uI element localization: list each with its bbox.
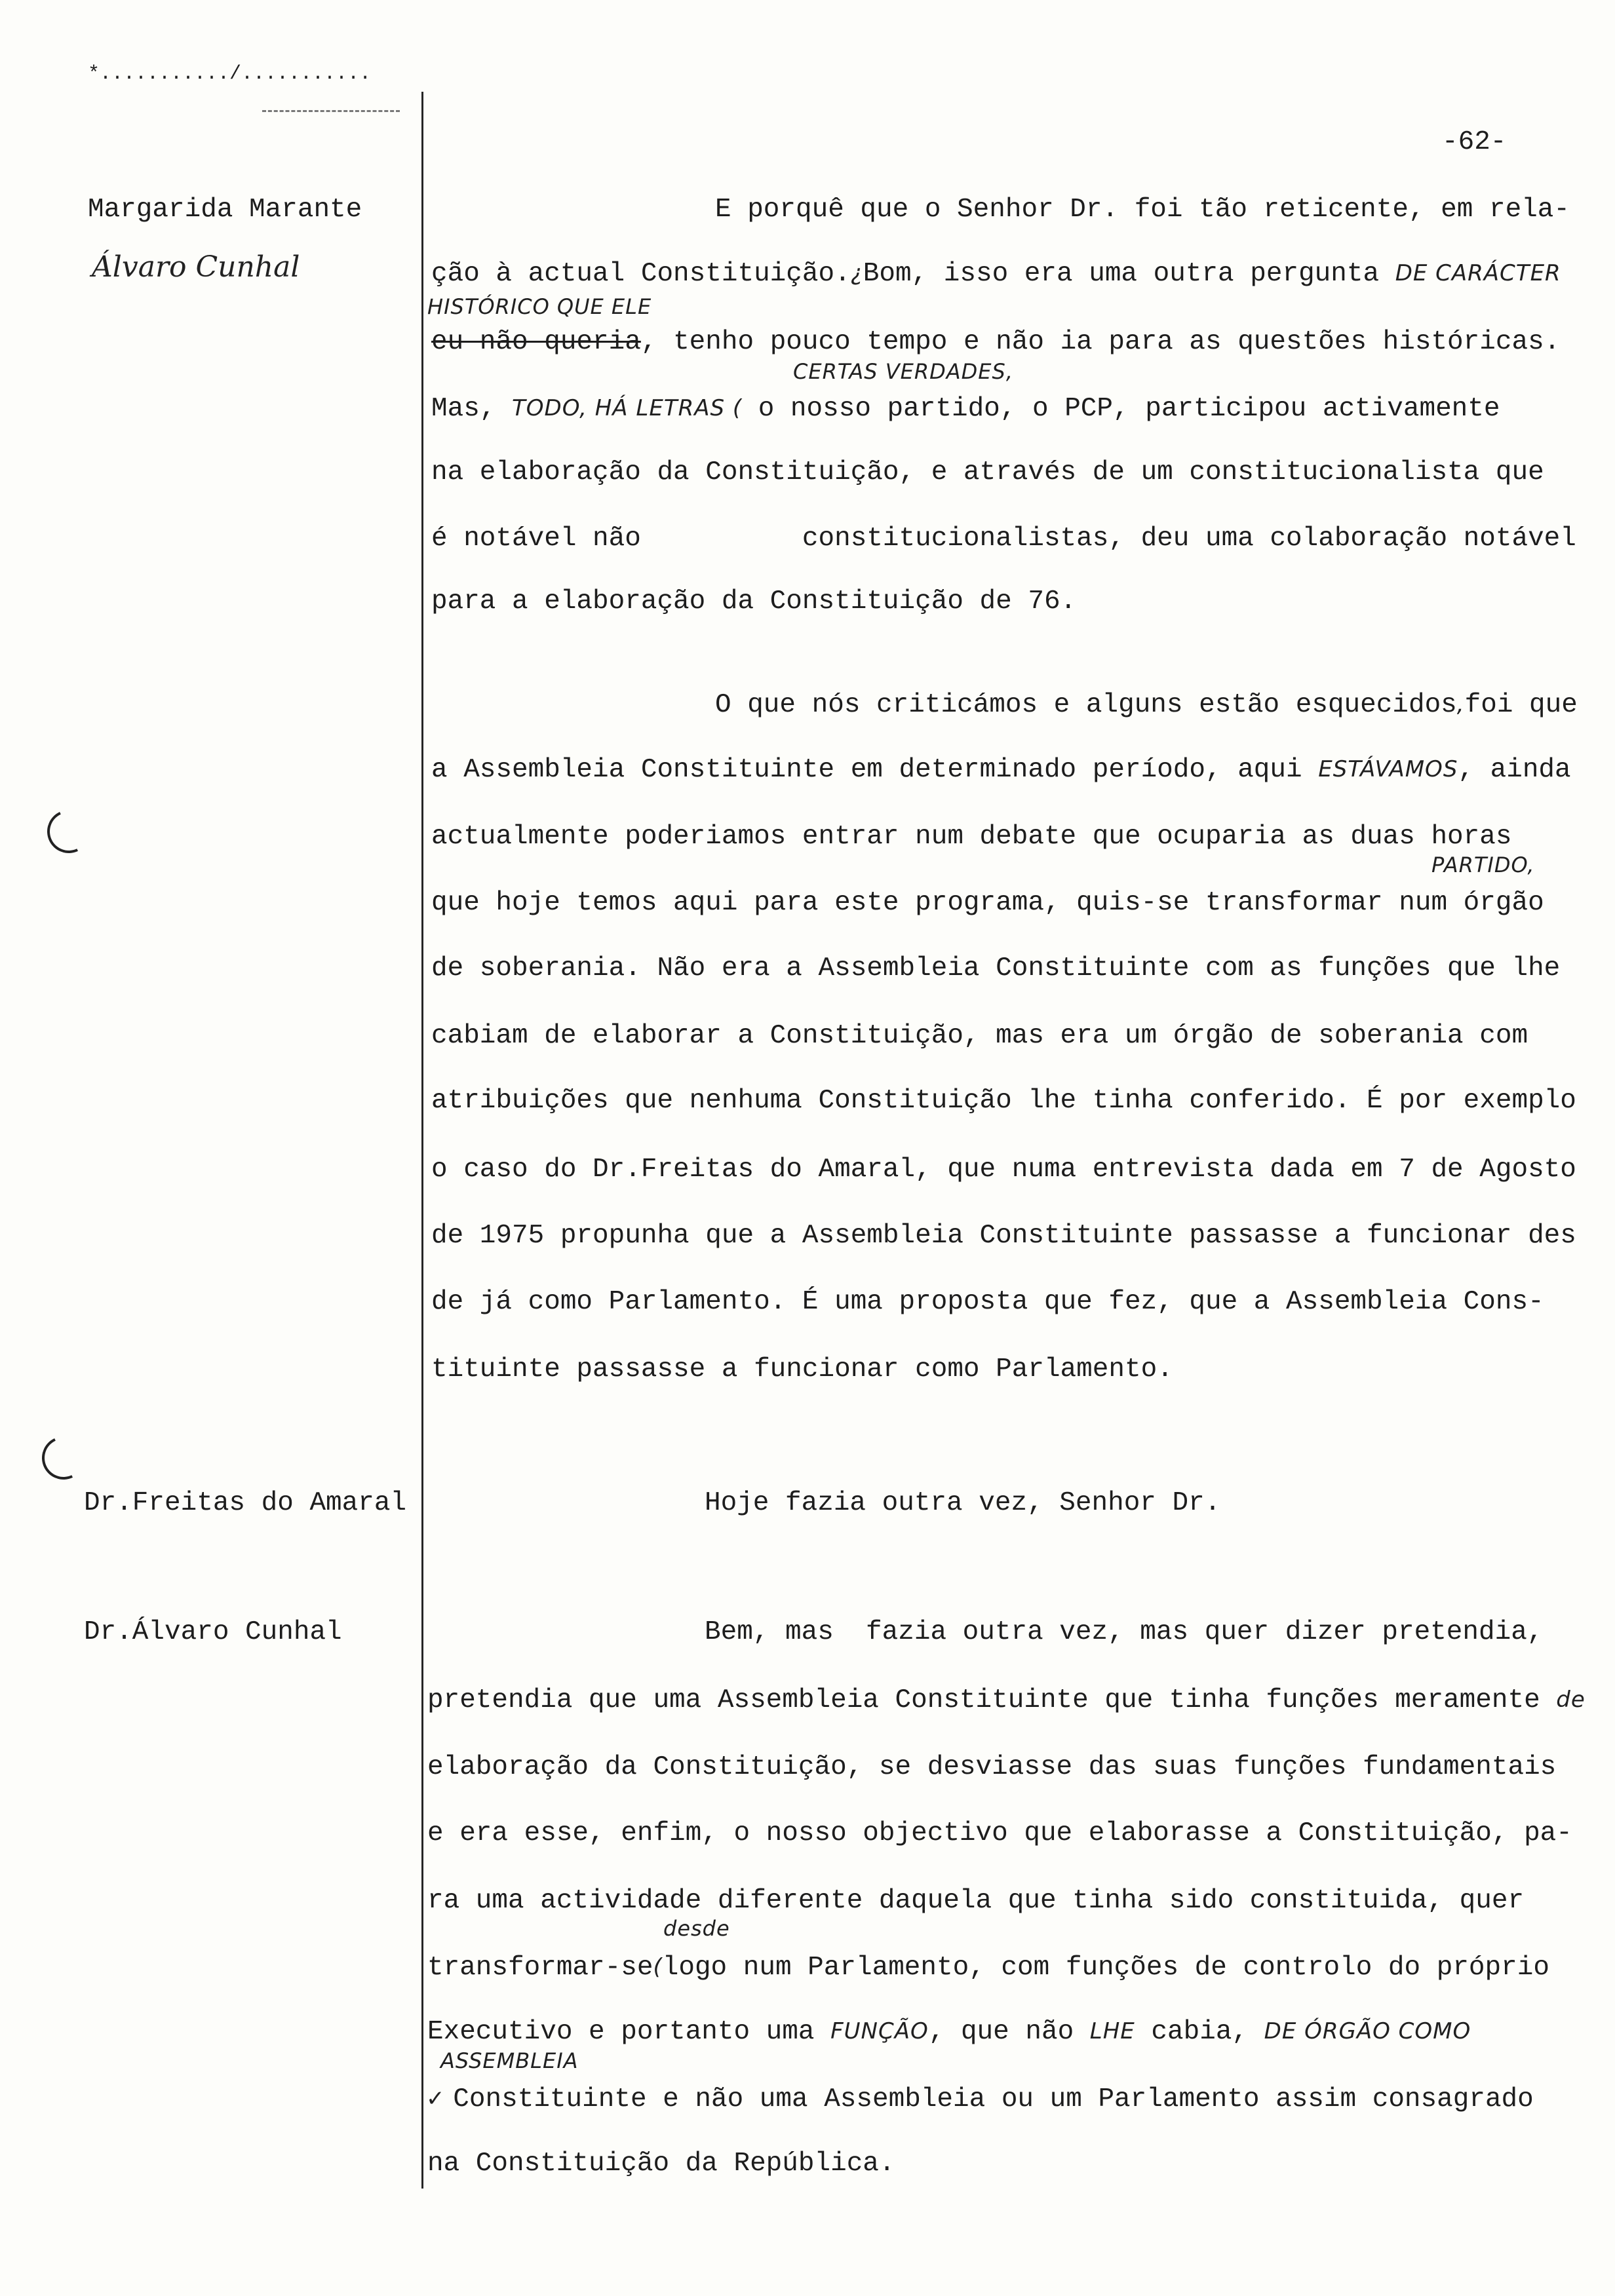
- text-line: [427, 2015, 1471, 2048]
- text-line: na elaboração da Constituição, e através de um constitucionalista que: [431, 457, 1544, 488]
- speaker-label: Dr.Álvaro Cunhal: [84, 1617, 342, 1647]
- text-line: [427, 1683, 1586, 1717]
- text-line: é notável não constitucionalistas, deu uma colaboração notável: [431, 524, 1576, 554]
- text-segment: o nosso partido, o PCP, participou activamente: [742, 394, 1500, 424]
- handwritten-annotation: HISTÓRICO QUE ELE: [427, 294, 652, 319]
- text-line: [426, 2082, 1534, 2116]
- punch-hole: [36, 1430, 92, 1486]
- text-line: para a elaboração da Constituição de 76.: [431, 586, 1077, 617]
- text-line: tituinte passasse a funcionar como Parlamento.: [431, 1354, 1173, 1385]
- text-segment: , tenho pouco tempo e não ia para as questões históricas.: [640, 327, 1561, 357]
- text-segment: logo num Parlamento, com funções de controlo do próprio: [662, 1953, 1549, 1983]
- handwritten-annotation: TODO, HÁ LETRAS (: [512, 395, 743, 421]
- top-mark: *.........../...........: [88, 63, 372, 85]
- text-line: na Constituição da República.: [427, 2149, 895, 2179]
- text-line: atribuições que nenhuma Constituição lhe tinha conferido. É por exemplo: [431, 1086, 1576, 1116]
- text-line: de soberania. Não era a Assembleia Constituinte com as funções que lhe: [431, 953, 1561, 984]
- text-segment: ção à actual Constituição.: [431, 259, 851, 289]
- handwritten-annotation: desde: [663, 1916, 730, 1941]
- text-segment: Mas,: [431, 394, 513, 424]
- handwritten-mark: ¿: [850, 260, 863, 286]
- text-segment: transformar-se: [427, 1953, 653, 1983]
- text-line: que hoje temos aqui para este programa, quis-se transformar num órgão: [431, 888, 1544, 918]
- margin-handwritten-note: Álvaro Cunhal: [92, 250, 300, 284]
- text-segment: Executivo e portanto uma: [427, 2017, 831, 2047]
- text-segment: , ainda: [1458, 755, 1571, 785]
- text-line: elaboração da Constituição, se desviasse das suas funções fundamentais: [427, 1752, 1557, 1782]
- text-line: [431, 326, 1560, 358]
- text-segment: pretendia que uma Assembleia Constituinte que tinha funções meramente: [427, 1685, 1557, 1715]
- handwritten-mark: (: [653, 1954, 663, 1980]
- text-segment: Constituinte e não uma Assembleia ou um Parlamento assim consagrado: [453, 2084, 1534, 2114]
- text-segment: foi que: [1464, 690, 1578, 720]
- text-line: Hoje fazia outra vez, Senhor Dr.: [705, 1488, 1221, 1518]
- text-line: [431, 392, 1500, 425]
- top-dash-rule: [262, 110, 400, 112]
- margin-rule: [421, 92, 423, 2189]
- text-line: ra uma actividade diferente daquela que tinha sido constituida, quer: [427, 1886, 1525, 1916]
- text-segment: a Assembleia Constituinte em determinado período, aqui: [431, 755, 1319, 785]
- handwritten-annotation: DE CARÁCTER: [1395, 260, 1561, 286]
- punch-hole: [41, 804, 97, 860]
- text-line: E porquê que o Senhor Dr. foi tão reticente, em rela-: [715, 195, 1570, 225]
- text-line: [427, 1951, 1549, 1984]
- handwritten-annotation: ASSEMBLEIA: [440, 2048, 579, 2073]
- text-segment: O que nós criticámos e alguns estão esquecidos: [715, 690, 1457, 720]
- handwritten-annotation: LHE: [1089, 2018, 1135, 2044]
- handwritten-annotation: DE ÓRGÃO COMO: [1264, 2018, 1471, 2044]
- handwritten-annotation: FUNÇÃO: [830, 2018, 929, 2044]
- handwritten-annotation: ESTÁVAMOS: [1318, 756, 1458, 782]
- text-segment: , que não: [928, 2017, 1090, 2047]
- handwritten-annotation: de: [1556, 1687, 1586, 1713]
- text-line: [715, 688, 1578, 721]
- struck-text: eu não queria: [431, 327, 641, 357]
- text-line: [431, 753, 1571, 786]
- text-line: o caso do Dr.Freitas do Amaral, que numa entrevista dada em 7 de Agosto: [431, 1155, 1576, 1185]
- text-line: de já como Parlamento. É uma proposta que fez, que a Assembleia Cons-: [431, 1287, 1544, 1317]
- page-number: -62-: [1442, 127, 1507, 157]
- text-line: actualmente poderiamos entrar num debate que ocuparia as duas horas: [431, 822, 1512, 852]
- speaker-label: Margarida Marante: [88, 195, 362, 225]
- text-line: de 1975 propunha que a Assembleia Constituinte passasse a funcionar des: [431, 1221, 1576, 1251]
- text-line: e era esse, enfim, o nosso objectivo que elaborasse a Constituição, pa-: [427, 1818, 1572, 1848]
- check-mark: ✓: [426, 2086, 454, 2112]
- text-segment: Bom, isso era uma outra pergunta: [863, 259, 1395, 289]
- text-segment: cabia,: [1135, 2017, 1264, 2047]
- text-line: Bem, mas fazia outra vez, mas quer dizer pretendia,: [705, 1617, 1544, 1647]
- handwritten-annotation: PARTIDO,: [1431, 852, 1535, 877]
- handwritten-mark: ,: [1456, 691, 1465, 718]
- text-line: [431, 257, 1561, 290]
- speaker-label: Dr.Freitas do Amaral: [84, 1488, 407, 1518]
- handwritten-annotation: CERTAS VERDADES,: [793, 359, 1013, 384]
- text-line: cabiam de elaborar a Constituição, mas era um órgão de soberania com: [431, 1021, 1528, 1051]
